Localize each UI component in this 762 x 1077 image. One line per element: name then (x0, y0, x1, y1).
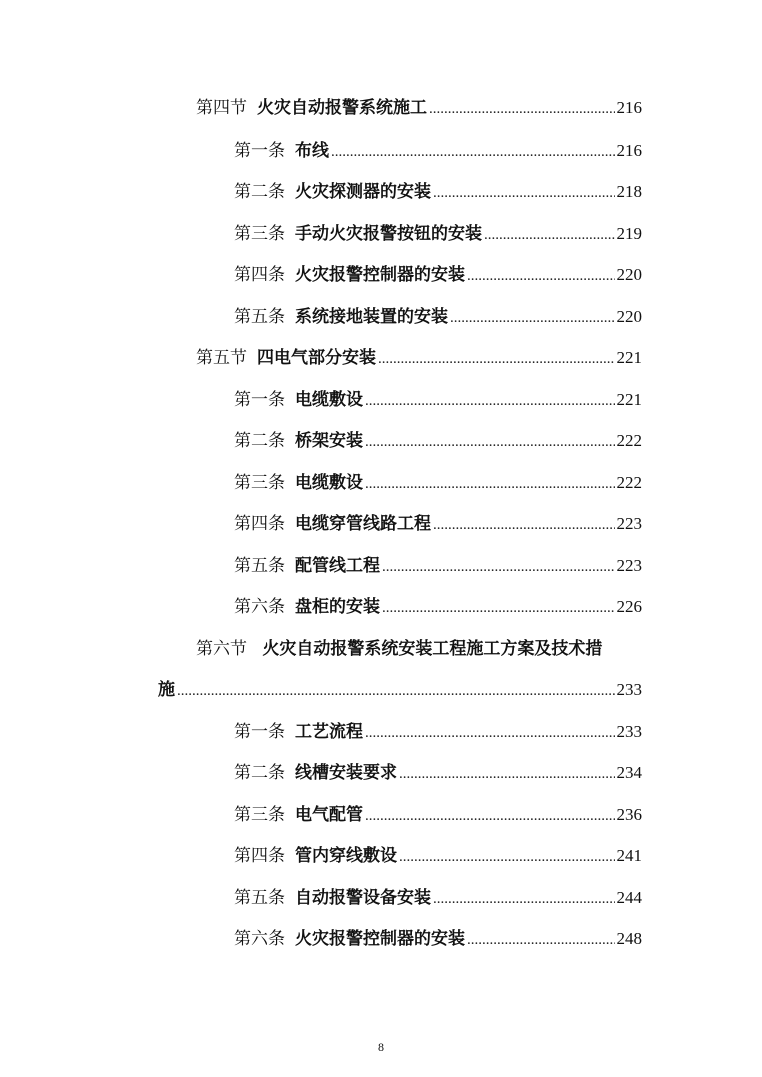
toc-entry-page: 234 (616, 763, 642, 782)
toc-entry-title: 手动火灾报警按钮的安装 (295, 224, 482, 244)
toc-entry-number: 第五条 (234, 556, 285, 576)
toc-entry-number: 第五条 (234, 888, 285, 908)
toc-entry-title: 桥架安装 (295, 431, 363, 451)
toc-entry-number: 第六节 (196, 639, 247, 659)
toc-entry-title: 盘柜的安装 (295, 597, 380, 617)
toc-entry-page: 223 (616, 556, 642, 575)
toc-entry-number: 第三条 (234, 224, 285, 244)
toc-entry-page: 220 (616, 265, 642, 284)
toc-dot-leader (382, 594, 615, 621)
toc-dot-leader (365, 428, 615, 455)
toc-dot-leader (378, 345, 615, 372)
toc-entry-page: 216 (616, 141, 642, 160)
toc-dot-leader (433, 511, 615, 538)
toc-entry-title: 配管线工程 (295, 556, 380, 576)
toc-entry-page: 233 (616, 680, 642, 699)
toc-entry-title: 布线 (295, 141, 329, 161)
toc-entry-section[interactable] (196, 344, 642, 372)
toc-entry-title: 四电气部分安装 (257, 348, 376, 368)
toc-dot-leader (365, 802, 615, 829)
toc-entry-number: 第三条 (234, 805, 285, 825)
toc-entry-number: 第一条 (234, 722, 285, 742)
toc-entry-number: 第四条 (234, 514, 285, 534)
toc-entry-number: 第四条 (234, 265, 285, 285)
toc-entry-section-continuation[interactable] (158, 676, 642, 704)
toc-entry-number: 第二条 (234, 182, 285, 202)
toc-dot-leader (177, 677, 615, 704)
toc-dot-leader (467, 926, 615, 953)
toc-dot-leader (365, 470, 615, 497)
toc-entry-section-wrapped[interactable] (196, 635, 602, 663)
toc-entry-article[interactable] (234, 925, 642, 953)
toc-entry-article[interactable] (234, 261, 642, 289)
toc-entry-article[interactable] (234, 137, 642, 165)
toc-dot-leader (450, 304, 615, 331)
toc-entry-number: 第三条 (234, 473, 285, 493)
toc-dot-leader (365, 387, 615, 414)
toc-dot-leader (429, 95, 615, 122)
toc-entry-title: 系统接地装置的安装 (295, 307, 448, 327)
toc-entry-article[interactable] (234, 759, 642, 787)
toc-entry-title: 火灾报警控制器的安装 (295, 929, 465, 949)
toc-dot-leader (399, 843, 615, 870)
toc-entry-page: 221 (616, 390, 642, 409)
toc-entry-title: 工艺流程 (295, 722, 363, 742)
toc-entry-page: 223 (616, 514, 642, 533)
toc-entry-article[interactable] (234, 178, 642, 206)
toc-entry-number: 第一条 (234, 390, 285, 410)
toc-entry-number: 第二条 (234, 763, 285, 783)
toc-entry-article[interactable] (234, 593, 642, 621)
toc-dot-leader (433, 179, 615, 206)
toc-entry-article[interactable] (234, 386, 642, 414)
toc-entry-section[interactable] (196, 94, 642, 122)
toc-entry-article[interactable] (234, 718, 642, 746)
toc-entry-number: 第四节 (196, 98, 247, 118)
toc-entry-article[interactable] (234, 884, 642, 912)
toc-entry-article[interactable] (234, 510, 642, 538)
toc-entry-number: 第四条 (234, 846, 285, 866)
toc-entry-article[interactable] (234, 842, 642, 870)
toc-entry-title: 火灾报警控制器的安装 (295, 265, 465, 285)
toc-entry-title: 电气配管 (295, 805, 363, 825)
toc-entry-title: 管内穿线敷设 (295, 846, 397, 866)
toc-entry-number: 第六条 (234, 929, 285, 949)
toc-entry-title: 线槽安装要求 (295, 763, 397, 783)
toc-entry-number: 第二条 (234, 431, 285, 451)
toc-entry-number: 第五节 (196, 348, 247, 368)
toc-entry-article[interactable] (234, 469, 642, 497)
toc-entry-page: 216 (616, 98, 642, 117)
toc-dot-leader (382, 553, 615, 580)
toc-entry-page: 236 (616, 805, 642, 824)
toc-entry-page: 244 (616, 888, 642, 907)
toc-entry-page: 241 (616, 846, 642, 865)
toc-entry-page: 226 (616, 597, 642, 616)
toc-dot-leader (365, 719, 615, 746)
page-number: 8 (378, 1040, 384, 1054)
toc-entry-page: 221 (616, 348, 642, 367)
toc-entry-title: 电缆敷设 (295, 390, 363, 410)
toc-entry-article[interactable] (234, 303, 642, 331)
toc-entry-page: 220 (616, 307, 642, 326)
toc-dot-leader (467, 262, 615, 289)
toc-entry-page: 222 (616, 431, 642, 450)
toc-entry-article[interactable] (234, 801, 642, 829)
toc-dot-leader (484, 221, 615, 248)
toc-entry-article[interactable] (234, 220, 642, 248)
toc-entry-page: 219 (616, 224, 642, 243)
toc-entry-number: 第五条 (234, 307, 285, 327)
toc-entry-title: 火灾探测器的安装 (295, 182, 431, 202)
toc-entry-title-line1: 火灾自动报警系统安装工程施工方案及技术措 (262, 639, 603, 659)
toc-entry-title: 电缆敷设 (295, 473, 363, 493)
toc-entry-title: 自动报警设备安装 (295, 888, 431, 908)
toc-entry-article[interactable] (234, 552, 642, 580)
toc-dot-leader (399, 760, 615, 787)
toc-entry-number: 第一条 (234, 141, 285, 161)
toc-dot-leader (433, 885, 615, 912)
toc-entry-page: 218 (616, 182, 642, 201)
toc-entry-number: 第六条 (234, 597, 285, 617)
toc-entry-title-line2: 施 (158, 680, 175, 700)
toc-entry-page: 222 (616, 473, 642, 492)
toc-dot-leader (331, 138, 615, 165)
toc-entry-title: 电缆穿管线路工程 (295, 514, 431, 534)
toc-entry-page: 233 (616, 722, 642, 741)
toc-entry-title: 火灾自动报警系统施工 (257, 98, 427, 118)
toc-entry-page: 248 (616, 929, 642, 948)
toc-entry-article[interactable] (234, 427, 642, 455)
